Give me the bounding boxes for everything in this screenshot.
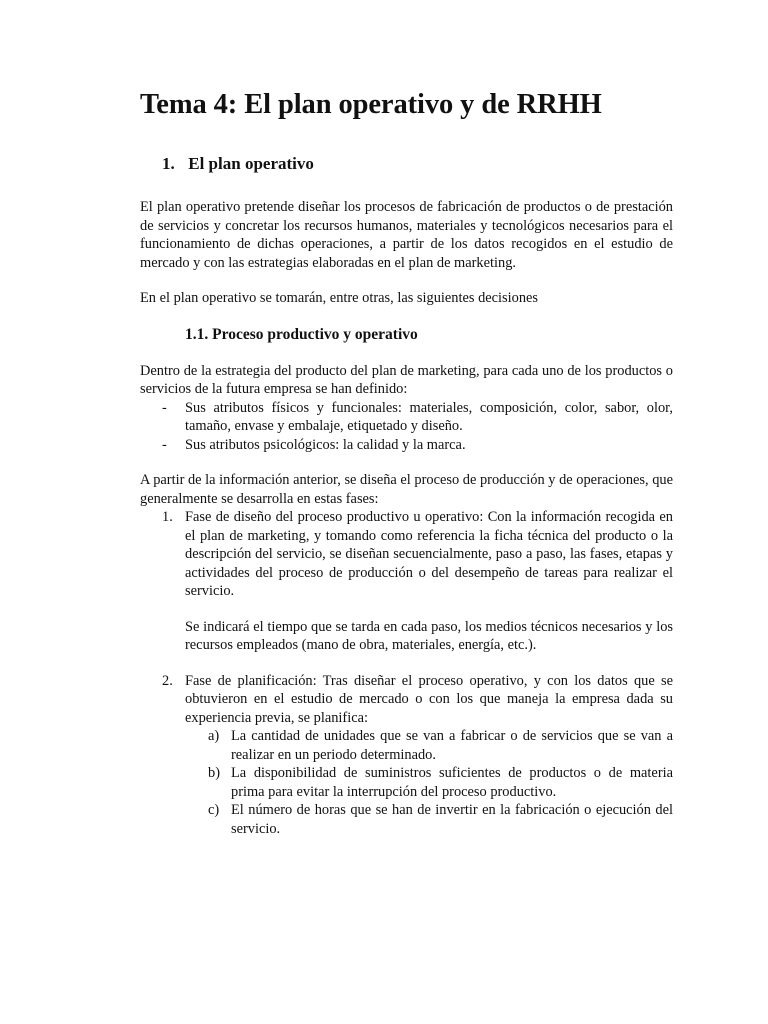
list-item [140,727,673,764]
list-marker: 2. [162,672,173,689]
intro-paragraph: El plan operativo pretende diseñar los procesos de fabricación de productos o de prestación de servicios y concretar los recursos humanos, materiales y tecnológicos necesarios para el funcionamiento de dichas operaciones, a partir de los datos recogidos en el estudio de mercado y con las estrategias elaboradas en el plan de marketing. [140,199,673,271]
list-item [140,764,673,801]
section-title: El plan operativo [188,154,314,173]
list-marker: - [162,399,167,416]
list-marker: b) [208,765,220,781]
list-item-text: Fase de planificación: Tras diseñar el proceso operativo, y con los datos que se obtuvieron en el estudio de mercado o con los que maneja la empresa dada su experiencia previa, se planifica: [185,672,673,726]
list-marker: 1. [162,509,173,525]
phases-intro-paragraph: A partir de la información anterior, se diseña el proceso de producción y de operaciones, que generalmente se desarrolla en estas fases: [140,472,673,507]
list-marker: c) [208,802,220,818]
list-marker: - [162,436,167,453]
attributes-list [140,399,673,455]
list-marker: a) [208,728,220,744]
list-item [140,399,673,436]
list-item [140,672,673,728]
section-heading [162,154,673,174]
list-item [140,508,673,655]
subsection-heading: 1.1. Proceso productivo y operativo [185,325,418,343]
page-title: Tema 4: El plan operativo y de RRHH [140,89,602,120]
strategy-paragraph: Dentro de la estrategia del producto del plan de marketing, para cada uno de los productos o servicios de la futura empresa se han definido: [140,362,673,397]
list-item [140,436,673,455]
list-item-extra-text: Se indicará el tiempo que se tarda en cada paso, los medios técnicos necesarios y los recursos empleados (mano de obra, materiales, energía, etc.). [185,618,673,653]
list-item-text: La cantidad de unidades que se van a fabricar o de servicios que se van a realizar en un periodo determinado. [231,728,673,763]
list-item-text: Sus atributos psicológicos: la calidad y la marca. [185,436,466,453]
list-item-text: La disponibilidad de suministros suficientes de productos o de materia prima para evitar la interrupción del proceso productivo. [231,765,673,800]
section-number: 1. [162,154,175,173]
list-item-text: Sus atributos físicos y funcionales: materiales, composición, color, sabor, olor, tamaño, envase y embalaje, etiquetado y diseño. [185,399,673,434]
list-item-text: Fase de diseño del proceso productivo u operativo: Con la información recogida en el plan de marketing, y tomando como referencia la ficha técnica del producto o la descripción del servicio, se diseñan secuencialmente, paso a paso, las fases, etapas y actividades del proceso de producción o del desempeño de tareas para realizar el servicio. [185,509,673,599]
list-item [140,801,673,838]
decisions-paragraph: En el plan operativo se tomarán, entre otras, las siguientes decisiones [140,290,539,306]
list-item-text: El número de horas que se han de invertir en la fabricación o ejecución del servicio. [231,802,673,837]
phases-list [140,508,673,727]
planning-list [140,727,673,838]
